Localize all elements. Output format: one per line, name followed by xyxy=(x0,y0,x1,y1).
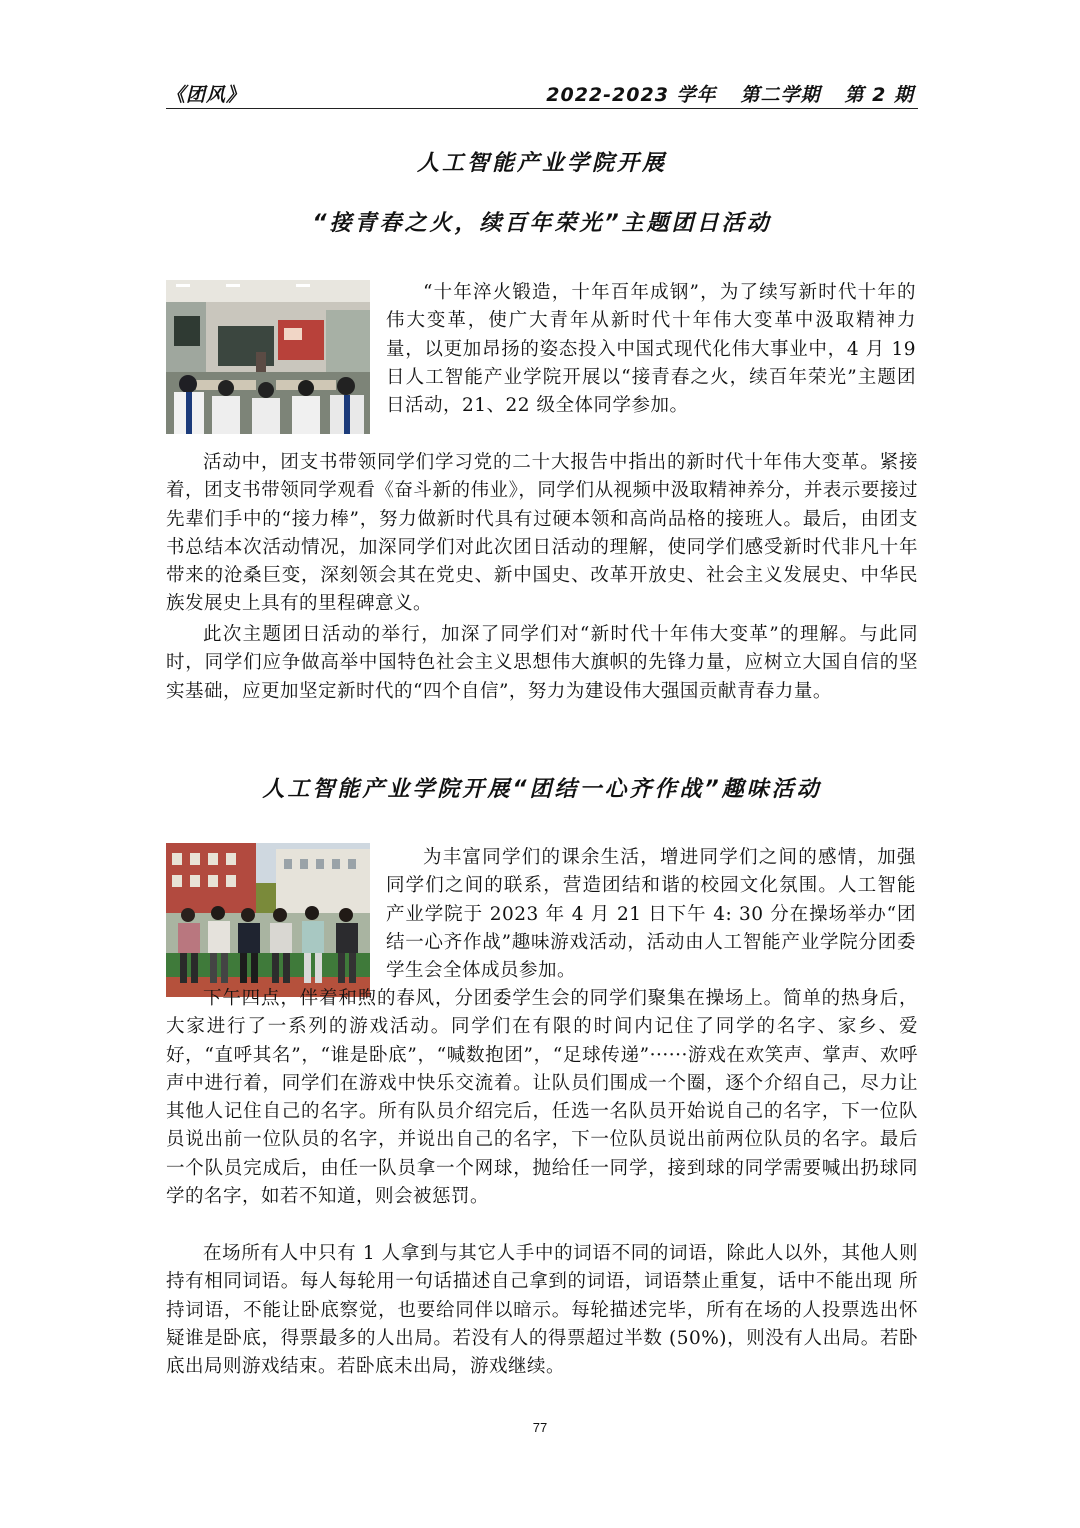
article1-title-line1: 人工智能产业学院开展 xyxy=(416,151,667,176)
article1-title-line2: “接青春之火，续百年荣光”主题团日活动 xyxy=(312,211,772,236)
article1-paragraph-2: 活动中，团支书带领同学们学习党的二十大报告中指出的新时代十年伟大变革。紧接着，团支书带领同学观看《奋斗新的伟业》，同学们从视频中汲取精神养分，并表示要接过先辈们手中的“接力棒”，努力做新时代具有过硬本领和高尚品格的接班人。最后，由团支书总结本次活动情况，加深同学们对此次团日活动的理解，使同学们感受新时代非凡十年带来的沧桑巨变，深刻领会其在党史、新中国史、改革开放史、社会主义发展史、中华民族发展史上具有的里程碑意义。 xyxy=(166,452,918,615)
playground-group-photo xyxy=(166,843,370,997)
issue-info xyxy=(546,80,914,107)
article1-paragraph-1: “十年淬火锻造，十年百年成钢”，为了续写新时代十年的伟大变革，使广大青年从新时代十年伟大变革中汲取精神力量，以更加昂扬的姿态投入中国式现代化伟大事业中，4 月 19 日人工智能产业学院开展以“接青春之火，续百年荣光”主题团日活动，21、22 级全体同学参加。 xyxy=(386,282,916,417)
article1-paragraph-3: 此次主题团日活动的举行，加深了同学们对“新时代十年伟大变革”的理解。与此同时，同学们应争做高举中国特色社会主义思想伟大旗帜的先锋力量，应树立大国自信的坚实基础，应更加坚定新时代的“四个自信”，努力为建设伟大强国贡献青春力量。 xyxy=(166,624,918,702)
article2-paragraph-2: 下午四点，伴着和煦的春风，分团委学生会的同学们聚集在操场上。简单的热身后，大家进行了一系列的游戏活动。同学们在有限的时间内记住了同学的名字、家乡、爱好，“直呼其名”，“谁是卧底”，“喊数抱团”，“足球传递”······游戏在欢笑声、掌声、欢呼声中进行着，同学们在游戏中快乐交流着。让队员们围成一个圈，逐个介绍自己，尽力让其他人记住自己的名字。所有队员介绍完后，任选一名队员开始说自己的名字，下一位队员说出前一位队员的名字，并说出自己的名字，下一位队员说出前两位队员的名字。最后一个队员完成后，由任一队员拿一个网球，抛给任一同学，接到球的同学需要喊出扔球同学的名字，如若不知道，则会被惩罚。 xyxy=(166,988,918,1208)
classroom-photo xyxy=(166,280,370,434)
header-rule xyxy=(166,108,918,109)
article2-paragraph-1: 为丰富同学们的课余生活，增进同学们之间的感情，加强同学们之间的联系，营造团结和谐的校园文化氛围。人工智能产业学院于 2023 年 4 月 21 日下午 4: 30 分在操场举办“团结一心齐作战”趣味游戏活动，活动由人工智能产业学院分团委学生会全体成员参加。 xyxy=(386,847,916,982)
issue-number: 第 2 期 xyxy=(844,84,914,106)
journal-name: 《团风》 xyxy=(166,84,247,106)
article2-title: 人工智能产业学院开展“团结一心齐作战”趣味活动 xyxy=(262,777,822,802)
article2-paragraph-3: 在场所有人中只有 1 人拿到与其它人手中的词语不同的词语，除此人以外，其他人则持有相同词语。每人每轮用一句话描述自己拿到的词语，词语禁止重复，话中不能出现 所持词语，不能让卧底察觉，也要给同伴以暗示。每轮描述完毕，所有在场的人投票选出怀疑谁是卧底，得票最多的人出局。若没有人的得票超过半数 (50%)，则没有人出局。若卧底出局则游戏结束。若卧底未出局，游戏继续。 xyxy=(166,1243,918,1378)
semester: 第二学期 xyxy=(740,84,821,106)
academic-year: 2022-2023 学年 xyxy=(546,84,717,106)
page-number: 77 xyxy=(532,1420,548,1435)
